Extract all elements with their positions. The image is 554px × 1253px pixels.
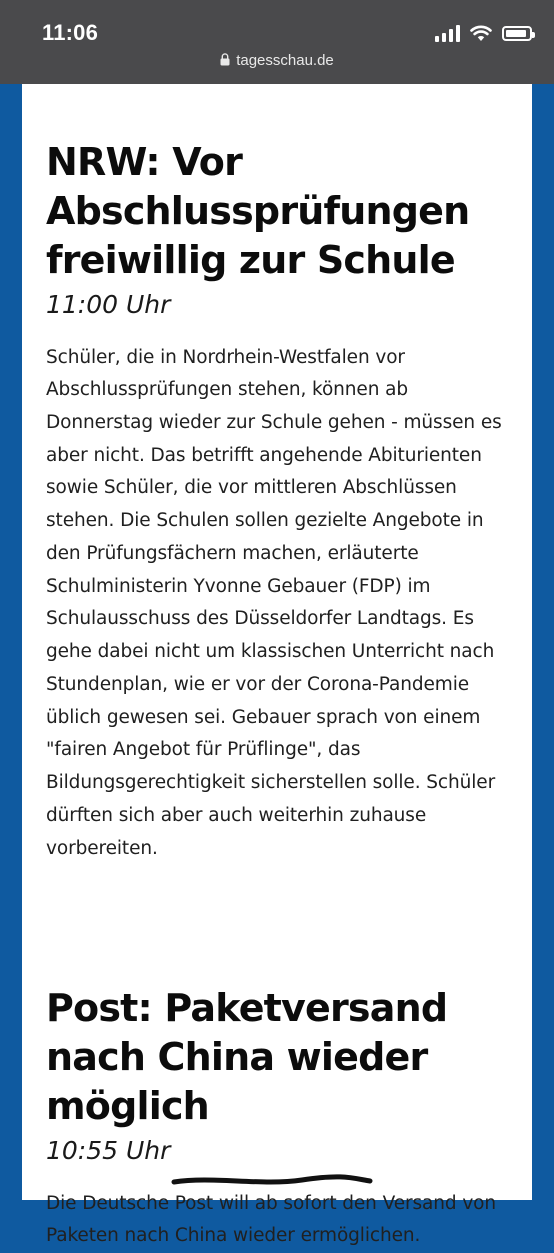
article-time: 10:55 Uhr — [46, 1136, 171, 1166]
status-time: 11:06 — [42, 20, 99, 45]
article — [46, 138, 516, 865]
scribble-mark — [172, 1172, 372, 1192]
article-time: 11:00 Uhr — [46, 290, 171, 320]
article-body: Schüler, die in Nordrhein-Westfalen vor Abschlussprüfungen stehen, können ab Donnerstag wieder zur Schule gehen - müssen es aber nicht. Das betrifft angehende Abiturienten sowie Schüler, die vor mittleren Abschlüssen stehen. Die Schulen sollen gezielte Angebote in den Prüfungsfächern machen, erläuterte Schulministerin Yvonne Gebauer (FDP) im Schulausschuss des Düsseldorfer Landtags. Es gehe dabei nicht um klassischen Unterricht nach Stundenplan, wie er vor der Corona-Pandemie üblich gewesen sei. Gebauer sprach von einem "fairen Angebot für Prüflinge", das Bildungsgerechtigkeit sicherstellen solle. Schüler dürften sich aber auch weiterhin zuhause vorbereiten. — [46, 346, 502, 859]
status-icons — [435, 20, 532, 46]
article-title: Post: Paketversand nach China wieder möglich — [46, 986, 448, 1129]
article-body: Die Deutsche Post will ab sofort den Versand von Paketen nach China wieder ermöglichen. — [46, 1192, 497, 1247]
lock-icon — [220, 53, 230, 66]
battery-icon — [502, 26, 532, 41]
cellular-signal-icon — [435, 24, 460, 42]
url-text: tagesschau.de — [236, 52, 334, 69]
wifi-icon — [470, 24, 492, 42]
address-bar[interactable] — [0, 52, 554, 69]
article — [46, 984, 516, 1253]
article-panel — [22, 84, 532, 1247]
article-title: NRW: Vor Abschlussprüfungen freiwillig zur Schule — [46, 140, 470, 283]
browser-top-bar — [0, 0, 554, 84]
